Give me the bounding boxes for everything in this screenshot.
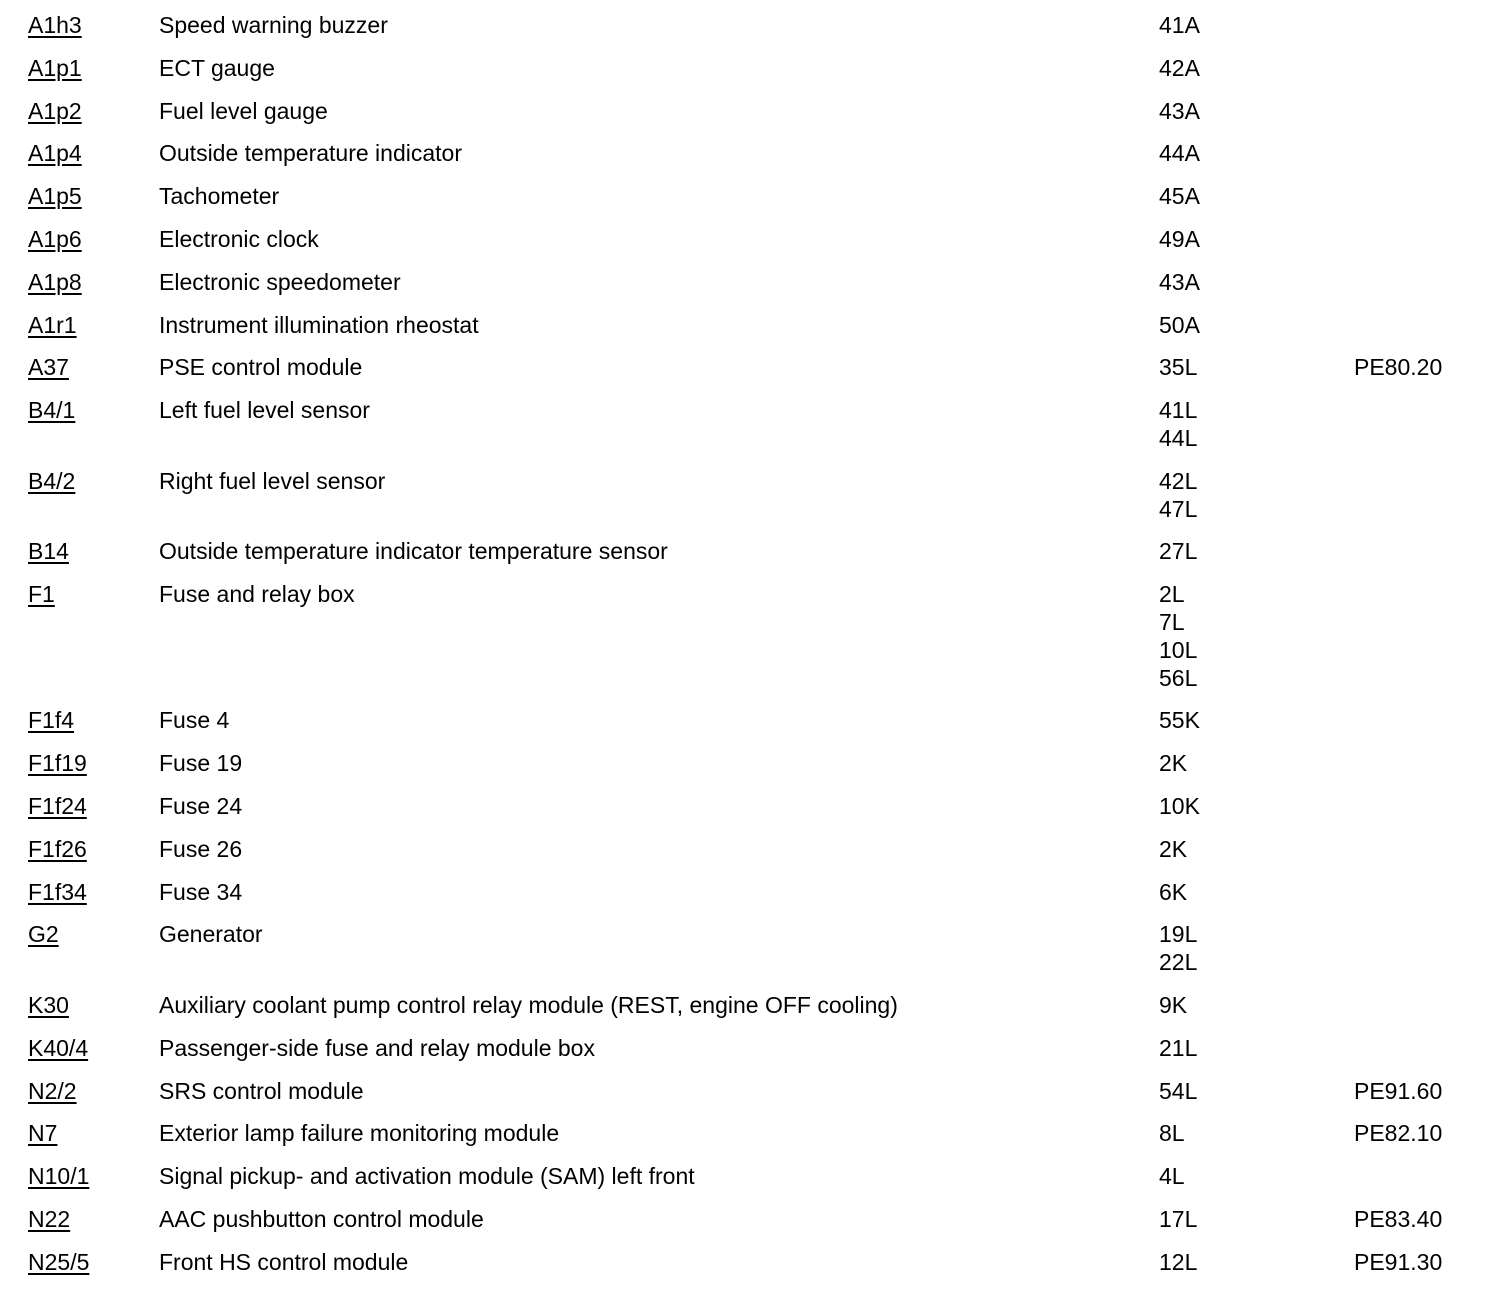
- reference-code: [1354, 312, 1478, 355]
- component-code-cell: [28, 836, 159, 879]
- component-code-link[interactable]: K40/4: [28, 1034, 89, 1061]
- grid-location: 10K: [1159, 792, 1200, 819]
- reference-code: [1354, 397, 1478, 468]
- grid-location: 35L: [1159, 354, 1198, 381]
- table-row: [28, 992, 1478, 1035]
- component-description: Electronic clock: [159, 225, 319, 252]
- reference-code: PE91.30: [1354, 1248, 1443, 1275]
- table-row: [28, 1206, 1478, 1249]
- component-code-link[interactable]: B4/2: [28, 467, 76, 494]
- component-code-link[interactable]: K30: [28, 991, 69, 1018]
- grid-location: 43A: [1159, 268, 1200, 295]
- legend-body: [28, 12, 1478, 1292]
- reference-code: [1354, 269, 1478, 312]
- grid-location: 44A: [1159, 140, 1200, 167]
- grid-location-cell: [1159, 793, 1354, 836]
- component-code-cell: [28, 707, 159, 750]
- component-code-link[interactable]: N7: [28, 1120, 58, 1147]
- table-row: [28, 1249, 1478, 1292]
- table-row: [28, 1163, 1478, 1206]
- component-code-link[interactable]: A1p2: [28, 97, 82, 124]
- component-code-link[interactable]: A1p4: [28, 140, 82, 167]
- component-code-cell: [28, 581, 159, 707]
- table-row: [28, 1035, 1478, 1078]
- reference-code: [1354, 879, 1478, 922]
- component-code-cell: [28, 397, 159, 468]
- grid-location: 2K: [1159, 750, 1188, 777]
- grid-location: 6K: [1159, 878, 1188, 905]
- component-description: Exterior lamp failure monitoring module: [159, 1120, 560, 1147]
- component-code-link[interactable]: F1f24: [28, 792, 87, 819]
- component-description: Electronic speedometer: [159, 268, 401, 295]
- component-code-link[interactable]: N10/1: [28, 1163, 90, 1190]
- reference-code: [1354, 1163, 1478, 1206]
- component-description: Fuel level gauge: [159, 97, 328, 124]
- table-row: [28, 98, 1478, 141]
- component-description: Right fuel level sensor: [159, 467, 386, 494]
- component-code-cell: [28, 879, 159, 922]
- grid-location: 41A: [1159, 12, 1200, 38]
- component-description: Instrument illumination rheostat: [159, 311, 479, 338]
- grid-location-cell: [1159, 312, 1354, 355]
- component-description: AAC pushbutton control module: [159, 1205, 484, 1232]
- component-code-cell: [28, 1035, 159, 1078]
- reference-code: [1354, 992, 1478, 1035]
- component-code-cell: [28, 793, 159, 836]
- component-code-cell: [28, 269, 159, 312]
- reference-code: [1354, 581, 1478, 707]
- reference-code: [1354, 836, 1478, 879]
- grid-location-cell: [1159, 921, 1354, 992]
- component-description: Passenger-side fuse and relay module box: [159, 1034, 595, 1061]
- table-row: [28, 707, 1478, 750]
- component-description: PSE control module: [159, 354, 363, 381]
- reference-code: [1354, 226, 1478, 269]
- grid-location: 22L: [1159, 949, 1198, 976]
- grid-location-cell: [1159, 140, 1354, 183]
- grid-location: 2K: [1159, 835, 1188, 862]
- component-code-link[interactable]: F1: [28, 581, 55, 608]
- grid-location: 8L: [1159, 1120, 1185, 1147]
- table-row: [28, 269, 1478, 312]
- component-code-cell: [28, 226, 159, 269]
- reference-code: [1354, 1035, 1478, 1078]
- table-row: [28, 226, 1478, 269]
- component-code-cell: [28, 468, 159, 539]
- table-row: [28, 836, 1478, 879]
- table-row: [28, 1120, 1478, 1163]
- grid-location-cell: [1159, 397, 1354, 468]
- grid-location: 43A: [1159, 97, 1200, 124]
- component-code-cell: [28, 750, 159, 793]
- component-description: Fuse 34: [159, 878, 243, 905]
- grid-location: 44L: [1159, 424, 1198, 451]
- component-code-link[interactable]: A1p5: [28, 183, 82, 210]
- component-description: Outside temperature indicator temperature sensor: [159, 538, 668, 565]
- table-row: [28, 581, 1478, 707]
- grid-location-cell: [1159, 468, 1354, 539]
- component-description: Front HS control module: [159, 1248, 409, 1275]
- table-row: [28, 879, 1478, 922]
- reference-code: PE82.10: [1354, 1120, 1443, 1147]
- component-code-link[interactable]: A1r1: [28, 311, 77, 338]
- component-description: Signal pickup- and activation module (SAM) left front: [159, 1163, 695, 1190]
- grid-location: 42A: [1159, 54, 1200, 81]
- grid-location-cell: [1159, 354, 1354, 397]
- component-code-cell: [28, 538, 159, 581]
- reference-code: PE80.20: [1354, 354, 1443, 381]
- table-row: [28, 354, 1478, 397]
- grid-location: 2L: [1159, 581, 1185, 608]
- component-code-link[interactable]: F1f34: [28, 878, 87, 905]
- table-row: [28, 140, 1478, 183]
- component-description: Left fuel level sensor: [159, 397, 370, 424]
- grid-location-cell: [1159, 1078, 1354, 1121]
- component-code-link[interactable]: A1h3: [28, 12, 82, 38]
- grid-location: 49A: [1159, 225, 1200, 252]
- table-row: [28, 468, 1478, 539]
- grid-location-cell: [1159, 183, 1354, 226]
- component-description: Fuse 26: [159, 835, 243, 862]
- grid-location-cell: [1159, 1249, 1354, 1292]
- table-row: [28, 1078, 1478, 1121]
- reference-code: PE91.60: [1354, 1077, 1443, 1104]
- reference-code: [1354, 12, 1478, 55]
- grid-location-cell: [1159, 269, 1354, 312]
- component-code-link[interactable]: A1p8: [28, 268, 82, 295]
- component-description: ECT gauge: [159, 54, 275, 81]
- reference-code: [1354, 468, 1478, 539]
- component-description: Fuse 19: [159, 750, 243, 777]
- table-row: [28, 538, 1478, 581]
- component-code-link[interactable]: N25/5: [28, 1248, 90, 1275]
- grid-location-cell: [1159, 1206, 1354, 1249]
- reference-code: [1354, 140, 1478, 183]
- component-code-cell: [28, 98, 159, 141]
- grid-location: 4L: [1159, 1163, 1185, 1190]
- grid-location-cell: [1159, 12, 1354, 55]
- grid-location: 10L: [1159, 636, 1198, 663]
- grid-location-cell: [1159, 98, 1354, 141]
- table-row: [28, 397, 1478, 468]
- reference-code: [1354, 921, 1478, 992]
- component-code-cell: [28, 1120, 159, 1163]
- grid-location-cell: [1159, 750, 1354, 793]
- component-code-cell: [28, 354, 159, 397]
- grid-location: 55K: [1159, 707, 1200, 734]
- component-description: Speed warning buzzer: [159, 12, 388, 38]
- reference-code: [1354, 707, 1478, 750]
- grid-location-cell: [1159, 1163, 1354, 1206]
- component-description: SRS control module: [159, 1077, 364, 1104]
- component-description: Auxiliary coolant pump control relay module (REST, engine OFF cooling): [159, 991, 898, 1018]
- table-row: [28, 312, 1478, 355]
- grid-location-cell: [1159, 836, 1354, 879]
- component-code-link[interactable]: A37: [28, 354, 69, 381]
- grid-location: 9K: [1159, 991, 1188, 1018]
- grid-location: 47L: [1159, 495, 1198, 522]
- table-row: [28, 793, 1478, 836]
- component-description: Tachometer: [159, 183, 280, 210]
- grid-location: 27L: [1159, 538, 1198, 565]
- component-description: Fuse 4: [159, 707, 230, 734]
- component-description: Outside temperature indicator: [159, 140, 462, 167]
- component-code-link[interactable]: B4/1: [28, 397, 76, 424]
- grid-location: 7L: [1159, 608, 1185, 635]
- grid-location: 50A: [1159, 311, 1200, 338]
- component-code-cell: [28, 1078, 159, 1121]
- grid-location: 56L: [1159, 664, 1198, 691]
- component-description: Fuse and relay box: [159, 581, 355, 608]
- reference-code: PE83.40: [1354, 1205, 1443, 1232]
- grid-location-cell: [1159, 55, 1354, 98]
- component-description: Fuse 24: [159, 792, 243, 819]
- component-code-link[interactable]: F1f4: [28, 707, 75, 734]
- component-description: Generator: [159, 921, 263, 948]
- component-code-link[interactable]: N2/2: [28, 1077, 77, 1104]
- reference-code: [1354, 538, 1478, 581]
- table-row: [28, 921, 1478, 992]
- component-code-cell: [28, 183, 159, 226]
- table-row: [28, 55, 1478, 98]
- component-code-cell: [28, 1206, 159, 1249]
- component-code-cell: [28, 1163, 159, 1206]
- reference-code: [1354, 98, 1478, 141]
- grid-location-cell: [1159, 581, 1354, 707]
- component-code-cell: [28, 12, 159, 55]
- grid-location: 19L: [1159, 921, 1198, 948]
- grid-location: 17L: [1159, 1205, 1198, 1232]
- component-code-link[interactable]: F1f26: [28, 835, 87, 862]
- reference-code: [1354, 55, 1478, 98]
- grid-location-cell: [1159, 538, 1354, 581]
- grid-location: 41L: [1159, 397, 1198, 424]
- component-code-cell: [28, 312, 159, 355]
- reference-code: [1354, 793, 1478, 836]
- component-code-link[interactable]: N22: [28, 1205, 71, 1232]
- reference-code: [1354, 750, 1478, 793]
- component-code-link[interactable]: G2: [28, 921, 59, 948]
- component-code-cell: [28, 140, 159, 183]
- component-code-cell: [28, 992, 159, 1035]
- component-legend-table: [28, 12, 1478, 1292]
- grid-location: 21L: [1159, 1034, 1198, 1061]
- table-row: [28, 12, 1478, 55]
- grid-location-cell: [1159, 1120, 1354, 1163]
- grid-location-cell: [1159, 992, 1354, 1035]
- component-code-link[interactable]: A1p1: [28, 54, 82, 81]
- grid-location-cell: [1159, 879, 1354, 922]
- component-code-cell: [28, 1249, 159, 1292]
- component-code-link[interactable]: A1p6: [28, 225, 82, 252]
- component-code-link[interactable]: F1f19: [28, 750, 87, 777]
- component-code-link[interactable]: B14: [28, 538, 69, 565]
- grid-location: 45A: [1159, 183, 1200, 210]
- grid-location: 42L: [1159, 467, 1198, 494]
- table-row: [28, 183, 1478, 226]
- component-code-cell: [28, 55, 159, 98]
- grid-location-cell: [1159, 226, 1354, 269]
- reference-code: [1354, 183, 1478, 226]
- component-code-cell: [28, 921, 159, 992]
- grid-location-cell: [1159, 707, 1354, 750]
- grid-location-cell: [1159, 1035, 1354, 1078]
- grid-location: 54L: [1159, 1077, 1198, 1104]
- grid-location: 12L: [1159, 1248, 1198, 1275]
- table-row: [28, 750, 1478, 793]
